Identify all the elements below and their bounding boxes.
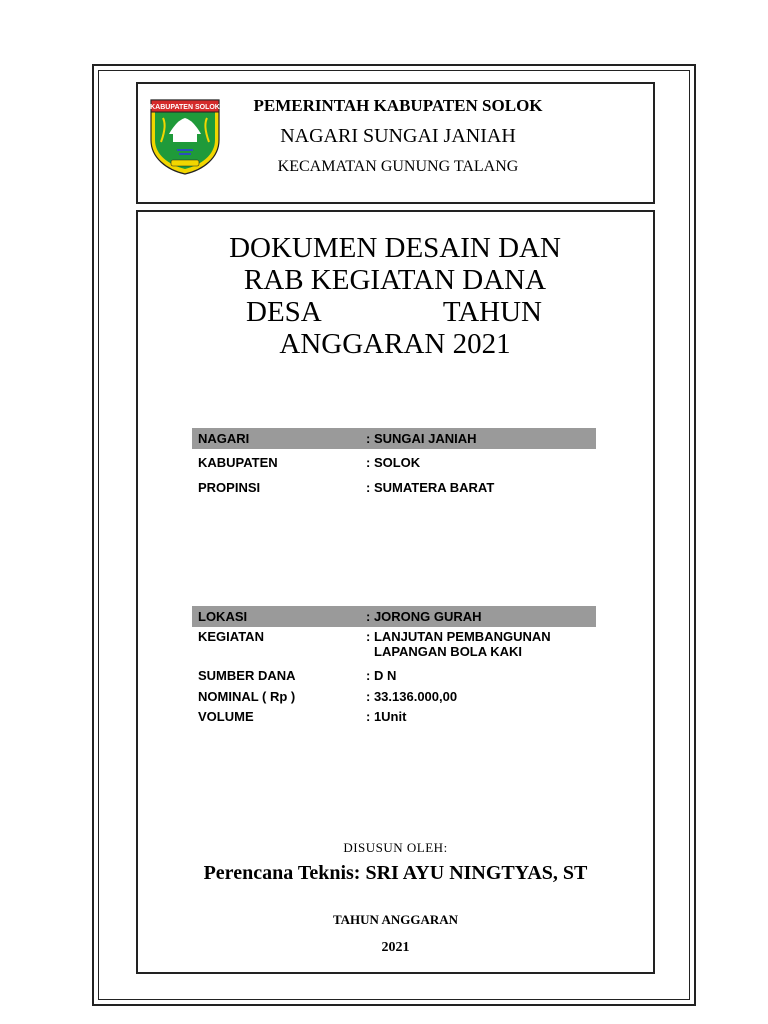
kabupaten-solok-logo-icon <box>147 96 223 176</box>
info-value: : SOLOK <box>366 455 421 470</box>
info-value: : 1Unit <box>366 708 407 724</box>
info-label: KABUPATEN <box>198 455 278 470</box>
info-label: PROPINSI <box>198 480 261 495</box>
info-value: : JORONG GURAH <box>366 609 482 624</box>
info-row-sumber-dana <box>192 665 596 686</box>
info-row-kabupaten <box>192 452 596 473</box>
kegiatan-line-2: LAPANGAN BOLA KAKI <box>374 644 523 659</box>
info-value <box>366 629 596 659</box>
title-line-4: ANGGARAN 2021 <box>279 328 511 360</box>
kegiatan-line-1: : LANJUTAN PEMBANGUNAN <box>366 629 551 644</box>
info-label: NAGARI <box>198 431 250 446</box>
fiscal-year-label: TAHUN ANGGARAN <box>332 912 459 927</box>
title-line-2: RAB KEGIATAN DANA <box>243 264 547 296</box>
info-row-kegiatan <box>192 627 596 665</box>
info-row-propinsi <box>192 477 596 498</box>
header-line-nagari: NAGARI SUNGAI JANIAH <box>280 125 516 147</box>
info-label: VOLUME <box>198 708 254 724</box>
fiscal-year-value: 2021 <box>381 940 410 955</box>
info-value: : D N <box>366 668 397 683</box>
technical-planner: Perencana Teknis: SRI AYU NINGTYAS, ST <box>203 862 588 884</box>
region-info-table <box>192 428 596 498</box>
info-label: KEGIATAN <box>198 629 264 644</box>
header-line-kecamatan: KECAMATAN GUNUNG TALANG <box>277 158 519 175</box>
title-line-3 <box>246 296 542 328</box>
info-label: NOMINAL ( Rp ) <box>198 689 296 704</box>
title-line-3-a: DESA <box>246 296 322 328</box>
activity-info-table <box>192 606 596 725</box>
info-row-nagari <box>192 428 596 449</box>
info-label: SUMBER DANA <box>198 668 296 683</box>
info-row-lokasi <box>192 606 596 627</box>
info-label: LOKASI <box>198 609 248 624</box>
info-row-nominal <box>192 686 596 707</box>
logo-text: KABUPATEN SOLOK <box>150 104 220 111</box>
document-title <box>210 232 580 360</box>
info-value: : SUNGAI JANIAH <box>366 431 477 446</box>
title-line-1: DOKUMEN DESAIN DAN <box>229 232 561 264</box>
info-row-volume <box>192 707 596 725</box>
title-line-3-b: TAHUN <box>442 296 542 328</box>
header-line-government: PEMERINTAH KABUPATEN SOLOK <box>253 96 543 115</box>
info-value: : 33.136.000,00 <box>366 689 458 704</box>
prepared-by-label: DISUSUN OLEH: <box>343 840 448 855</box>
info-value: : SUMATERA BARAT <box>366 480 495 495</box>
